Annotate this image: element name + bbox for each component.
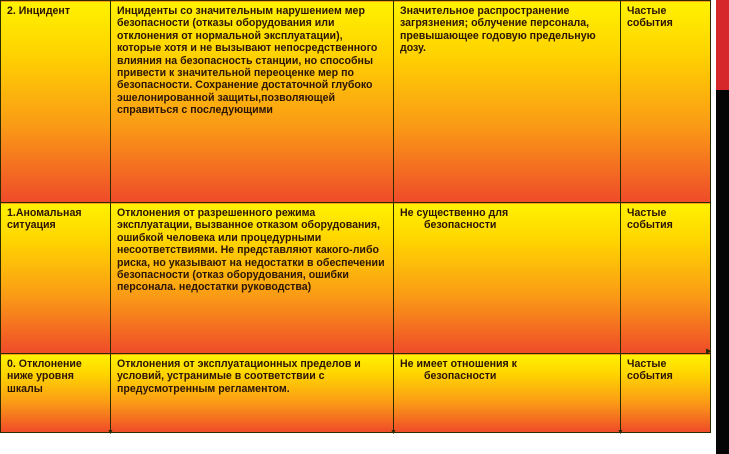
frequency-cell: Частые события	[621, 203, 711, 354]
consequence-line-text: безопасности	[424, 219, 497, 232]
level-cell: 1.Аномальная ситуация	[1, 203, 111, 354]
accent-stripe-red	[716, 0, 729, 90]
frequency-cell: Частые события	[621, 1, 711, 203]
consequence-line: Не существенно для	[400, 207, 509, 219]
arrow-down-icon: ▼	[617, 429, 624, 436]
description-cell: Отклонения от разрешенного режима эксплуатации, вызванное отказом оборудования, ошибкой человека или процедурными несоответствиями. Не представляют какого-либо риска, но указывают на недостатки в обеспечении безопасности (отказ оборудования, ошибки персонала. недостатки руководства)	[111, 203, 394, 354]
consequence-line: Не имеет отношения к	[400, 358, 517, 370]
arrow-down-icon: ▼	[107, 429, 114, 436]
level-cell: 0. Отклонение ниже уровня шкалы	[1, 354, 111, 433]
consequence-cell	[394, 203, 621, 354]
consequence-line	[400, 370, 614, 382]
arrow-down-icon: ▼	[390, 429, 397, 436]
consequence-cell: Значительное распространение загрязнения; облучение персонала, превышающее годовую предельную дозу.	[394, 1, 621, 203]
frequency-cell: Частые события	[621, 354, 711, 433]
consequence-cell	[394, 354, 621, 433]
table-row	[1, 354, 711, 433]
consequence-line-text: безопасности	[424, 370, 497, 383]
description-cell: Инциденты со значительным нарушением мер безопасности (отказы оборудования или отклонения от нормальной эксплуатации), которые хотя и не вызывают непосредственного влияния на безопасность станции, но способны привести к значительной переоценке мер по безопасности. Сохранение достаточной глубоко эшелонированной защиты,позволяющей справиться с последующими	[111, 1, 394, 203]
accent-stripe-black	[716, 90, 729, 454]
level-cell: 2. Инцидент	[1, 1, 111, 203]
consequence-line	[400, 219, 614, 231]
arrow-right-icon: ▶	[706, 348, 712, 355]
table-row	[1, 1, 711, 203]
table-row	[1, 203, 711, 354]
description-cell: Отклонения от эксплуатационных пределов и условий, устранимые в соответствии с предусмотренным регламентом.	[111, 354, 394, 433]
